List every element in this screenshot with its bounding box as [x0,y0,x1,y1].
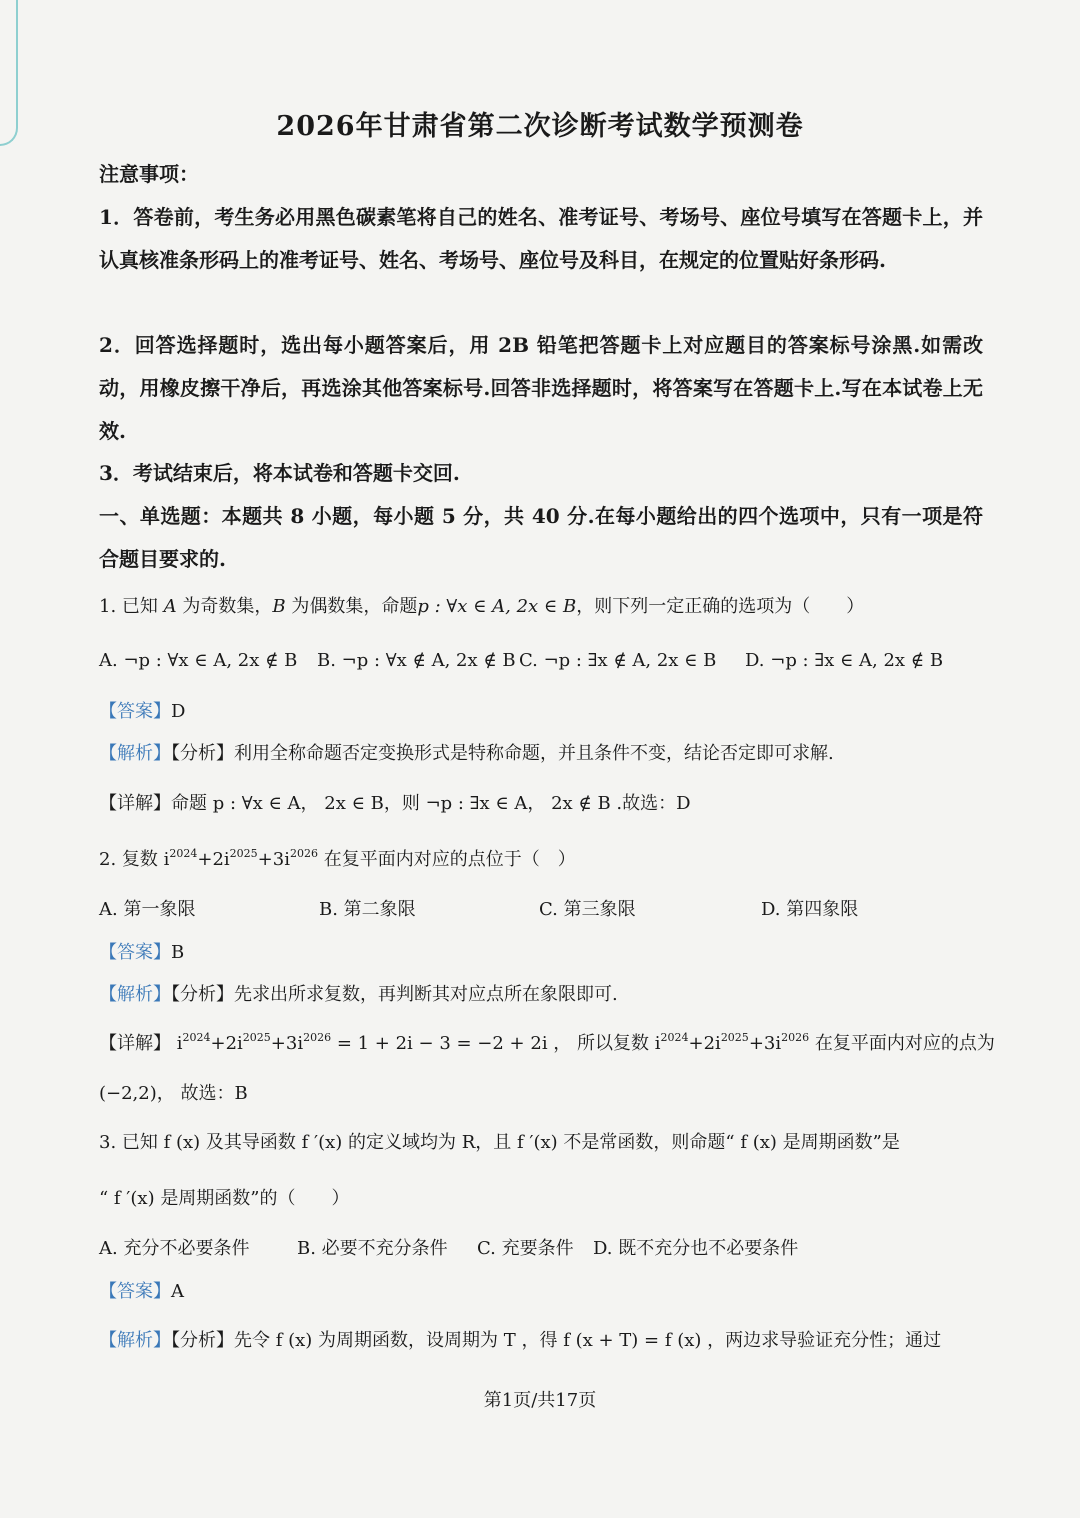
section-heading: 一、单选题：本题共 8 小题，每小题 5 分，共 40 分.在每小题给出的四个选项中，只有一项是符合题目要求的. [99,504,983,571]
q1-option-b: B. ¬p : ∀x ∉ A, 2x ∉ B [317,650,516,671]
q2-option-b: B. 第二象限 [319,899,416,920]
q3-option-d: D. 既不充分也不必要条件 [593,1238,799,1259]
q3-option-b: B. 必要不充分条件 [297,1238,448,1259]
notice-item-3: 3．考试结束后，将本试卷和答题卡交回. [99,461,460,485]
notice-item-1: 1．答卷前，考生务必用黑色碳素笔将自己的姓名、准考证号、考场号、座位号填写在答题卡上，并认真核准条形码上的准考证号、姓名、考场号、座位号及科目，在规定的位置贴好条形码. [99,205,983,272]
q3-stem-line2: “ f ′(x) 是周期函数”的（ ） [99,1188,350,1209]
q2-option-d: D. 第四象限 [761,899,859,920]
q3-stem-line1: 3. 已知 f (x) 及其导函数 f ′(x) 的定义域均为 R，且 f ′(x) 不是常函数，则命题“ f (x) 是周期函数”是 [99,1132,900,1153]
q1-option-a: A. ¬p : ∀x ∈ A, 2x ∉ B [99,650,298,671]
page-footer: 第1页/共17页 [483,1390,597,1411]
q1-stem: 1. 已知 A 为奇数集，B 为偶数集，命题p : ∀x ∈ A, 2x ∈ B，则下列一定正确的选项为（ ） [99,596,865,617]
q1-option-c: C. ¬p : ∃x ∉ A, 2x ∈ B [519,650,717,671]
notice-item-2: 2．回答选择题时，选出每小题答案后，用 2B 铅笔把答题卡上对应题目的答案标号涂黑.如需改动，用橡皮擦干净后，再选涂其他答案标号.回答非选择题时，将答案写在答题卡上.写在本试卷上无效. [99,333,983,443]
q1-option-d: D. ¬p : ∃x ∈ A, 2x ∉ B [745,650,944,671]
q2-answer: 【答案】B [99,942,185,963]
q2-analysis: 【解析】【分析】先求出所求复数，再判断其对应点所在象限即可. [99,984,618,1005]
q1-answer: 【答案】D [99,701,186,722]
q2-option-a: A. 第一象限 [99,899,196,920]
q2-detail: 【详解】 $i^{2024}+2i^{2025}+3i^{2026} = 1 + 2i - 3 = -2 + 2i$ ， 所以复数 $i^{2024}+2i^{2025}+3i^{2026}$ 在复平面内对应的点为 [99,1031,995,1054]
q2-option-c: C. 第三象限 [539,899,636,920]
q2-detail-cont: (−2,2)， 故选：B [99,1083,248,1104]
q1-detail: 【详解】命题 p : ∀x ∈ A， 2x ∈ B，则 ¬p : ∃x ∈ A， 2x ∉ B .故选：D [99,793,691,814]
q2-stem: 2. 复数 $i^{2024}+2i^{2025}+3i^{2026}$ 在复平面内对应的点位于（ ） [99,847,576,870]
q3-option-a: A. 充分不必要条件 [99,1238,250,1259]
q3-analysis: 【解析】【分析】先令 f (x) 为周期函数，设周期为 T ，得 f (x + T) = f (x) ，两边求导验证充分性；通过 [99,1330,942,1351]
page-title: 2026年甘肃省第二次诊断考试数学预测卷 [276,111,804,142]
q3-option-c: C. 充要条件 [477,1238,574,1259]
notice-heading: 注意事项： [99,162,199,186]
q3-answer: 【答案】A [99,1281,184,1302]
q1-analysis: 【解析】【分析】利用全称命题否定变换形式是特称命题，并且条件不变，结论否定即可求解. [99,743,834,764]
